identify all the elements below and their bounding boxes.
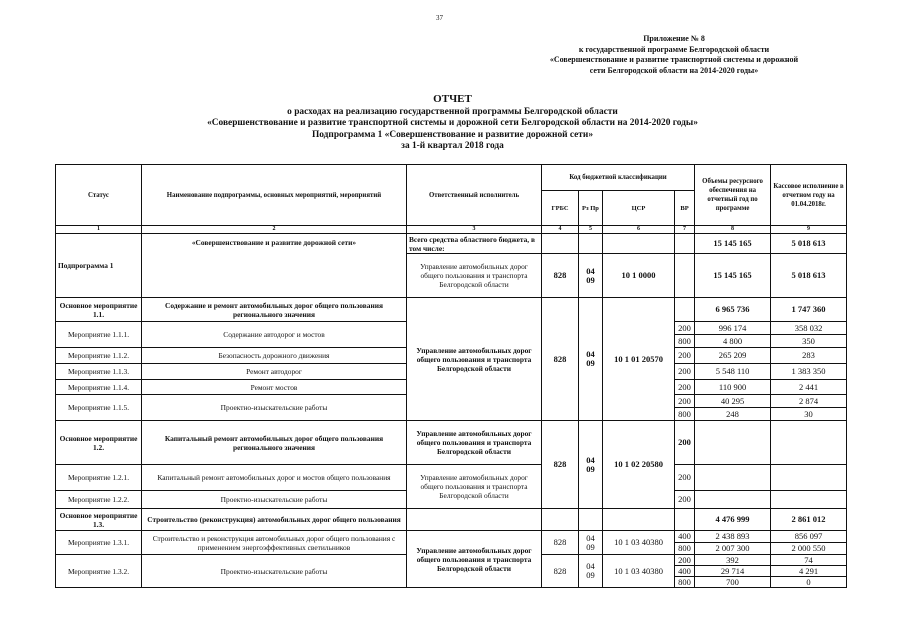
volume-cell: 700: [695, 577, 771, 588]
report-title: [60, 94, 845, 153]
volume-cell: 29 714: [695, 566, 771, 577]
status-cell: Мероприятие 1.1.4.: [56, 380, 142, 395]
vr-cell: [675, 234, 695, 254]
volume-cell: [695, 465, 771, 491]
rzpr-cell: 04 09: [579, 421, 603, 509]
executor-cell: Управление автомобильных дорог общего пользования и транспорта Белгородской области: [407, 531, 542, 588]
name-cell: Ремонт автодорог: [142, 364, 407, 380]
csr-cell: 10 1 0000: [603, 254, 675, 298]
vr-cell: 400: [675, 566, 695, 577]
name-cell: «Совершенствование и развитие дорожной сети»: [142, 234, 407, 298]
csr-cell: [603, 509, 675, 531]
table-row: [56, 298, 847, 322]
col-index: 7: [675, 226, 695, 234]
table-row: [56, 234, 847, 254]
executor-cell: [407, 509, 542, 531]
col-index: 6: [603, 226, 675, 234]
vr-cell: 800: [675, 335, 695, 348]
cash-cell: [771, 465, 847, 491]
vr-cell: 400: [675, 531, 695, 543]
executor-cell: Управление автомобильных дорог общего пользования и транспорта Белгородской области: [407, 465, 542, 509]
rzpr-cell: 04 09: [579, 254, 603, 298]
appendix-line: к государственной программе Белгородской области: [578, 44, 770, 54]
volume-cell: [695, 491, 771, 509]
grbs-cell: 828: [542, 421, 579, 509]
col-index: 8: [695, 226, 771, 234]
status-cell: Основное мероприятие 1.2.: [56, 421, 142, 465]
status-cell: Мероприятие 1.1.2.: [56, 348, 142, 364]
status-cell: Основное мероприятие 1.1.: [56, 298, 142, 322]
vr-cell: 200: [675, 380, 695, 395]
header-code-group: Код бюджетной классификации: [542, 165, 695, 191]
vr-cell: 200: [675, 421, 695, 465]
csr-cell: 10 1 03 40380: [603, 531, 675, 555]
header-rzpr: Рз Пр: [579, 191, 603, 226]
volume-cell: 2 007 300: [695, 543, 771, 555]
table-row: [56, 421, 847, 465]
rzpr-cell: 04 09: [579, 298, 603, 421]
vr-cell: 200: [675, 491, 695, 509]
vr-cell: [675, 298, 695, 322]
name-cell: Капитальный ремонт автомобильных дорог общего пользования регионального значения: [142, 421, 407, 465]
csr-cell: 10 1 01 20570: [603, 298, 675, 421]
name-cell: Проектно-изыскательские работы: [142, 395, 407, 421]
volume-cell: 392: [695, 555, 771, 566]
col-index: 1: [56, 226, 142, 234]
name-cell: Содержание и ремонт автомобильных дорог общего пользования регионального значения: [142, 298, 407, 322]
status-cell: Мероприятие 1.3.1.: [56, 531, 142, 555]
appendix-line: «Совершенствование и развитие транспортной системы и дорожной: [549, 55, 799, 64]
title-line: за 1-й квартал 2018 года: [401, 141, 504, 151]
vr-cell: [675, 254, 695, 298]
grbs-cell: 828: [542, 254, 579, 298]
expense-report-table: [55, 164, 847, 588]
name-cell: Безопасность дорожного движения: [142, 348, 407, 364]
col-index: 9: [771, 226, 847, 234]
volume-cell: 110 900: [695, 380, 771, 395]
column-index-row: [56, 226, 847, 234]
cash-cell: 1 383 350: [771, 364, 847, 380]
grbs-cell: [542, 509, 579, 531]
title-line: о расходах на реализацию государственной программы Белгородской области: [287, 106, 618, 117]
volume-cell: 996 174: [695, 322, 771, 335]
cash-cell: 358 032: [771, 322, 847, 335]
header-status: Статус: [56, 165, 142, 226]
rzpr-cell: [579, 234, 603, 254]
status-cell: Подпрограмма 1: [56, 234, 142, 298]
cash-cell: 30: [771, 408, 847, 421]
name-cell: Проектно-изыскательские работы: [142, 491, 407, 509]
table-row: [56, 465, 847, 491]
page-number: 37: [436, 14, 443, 22]
status-cell: Мероприятие 1.3.2.: [56, 555, 142, 588]
volume-cell: 265 209: [695, 348, 771, 364]
col-index: 5: [579, 226, 603, 234]
name-cell: Строительство и реконструкция автомобильных дорог общего пользования с применением энергоэффективных светильников: [142, 531, 407, 555]
grbs-cell: 828: [542, 555, 579, 588]
header-row: [56, 165, 847, 191]
volume-cell: 248: [695, 408, 771, 421]
volume-cell: 40 295: [695, 395, 771, 408]
volume-cell: 15 145 165: [695, 234, 771, 254]
volume-cell: 5 548 110: [695, 364, 771, 380]
cash-cell: 0: [771, 577, 847, 588]
cash-cell: 350: [771, 335, 847, 348]
volume-cell: 4 800: [695, 335, 771, 348]
header-vr: ВР: [675, 191, 695, 226]
header-cash: Кассовое исполнение в отчетном году на 01.04.2018г.: [771, 165, 847, 226]
table-row: [56, 509, 847, 531]
vr-cell: 200: [675, 395, 695, 408]
cash-cell: 2 874: [771, 395, 847, 408]
status-cell: Мероприятие 1.1.3.: [56, 364, 142, 380]
rzpr-cell: 04 09: [579, 555, 603, 588]
table-row: [56, 531, 847, 543]
cash-cell: 2 861 012: [771, 509, 847, 531]
header-volume: Объемы ресурсного обеспечения на отчетный год по программе: [695, 165, 771, 226]
rzpr-cell: [579, 509, 603, 531]
executor-cell: Управление автомобильных дорог общего пользования и транспорта Белгородской области: [407, 298, 542, 421]
status-cell: Основное мероприятие 1.3.: [56, 509, 142, 531]
volume-cell: 4 476 999: [695, 509, 771, 531]
col-index: 3: [407, 226, 542, 234]
cash-cell: 2 000 550: [771, 543, 847, 555]
appendix-line: сети Белгородской области на 2014-2020 годы»: [589, 65, 759, 75]
cash-cell: [771, 421, 847, 465]
csr-cell: 10 1 03 40380: [603, 555, 675, 588]
cash-cell: 74: [771, 555, 847, 566]
vr-cell: [675, 509, 695, 531]
grbs-cell: 828: [542, 298, 579, 421]
name-cell: Проектно-изыскательские работы: [142, 555, 407, 588]
header-csr: ЦСР: [603, 191, 675, 226]
executor-cell: Управление автомобильных дорог общего пользования и транспорта Белгородской области: [407, 421, 542, 465]
cash-cell: 5 018 613: [771, 254, 847, 298]
cash-cell: 4 291: [771, 566, 847, 577]
executor-cell: Управление автомобильных дорог общего пользования и транспорта Белгородской области: [407, 254, 542, 298]
vr-cell: 800: [675, 577, 695, 588]
csr-cell: [603, 234, 675, 254]
vr-cell: 200: [675, 555, 695, 566]
title-line: Подпрограмма 1 «Совершенствование и развитие дорожной сети»: [311, 129, 594, 140]
cash-cell: 5 018 613: [771, 234, 847, 254]
status-cell: Мероприятие 1.2.1.: [56, 465, 142, 491]
header-executor: Ответственный исполнитель: [407, 165, 542, 226]
header-name: Наименование подпрограммы, основных мероприятий, мероприятий: [142, 165, 407, 226]
col-index: 4: [542, 226, 579, 234]
vr-cell: 800: [675, 408, 695, 421]
vr-cell: 800: [675, 543, 695, 555]
status-cell: Мероприятие 1.1.5.: [56, 395, 142, 421]
name-cell: Капитальный ремонт автомобильных дорог и мостов общего пользования: [142, 465, 407, 491]
rzpr-cell: 04 09: [579, 531, 603, 555]
vr-cell: 200: [675, 322, 695, 335]
vr-cell: 200: [675, 364, 695, 380]
cash-cell: 856 097: [771, 531, 847, 543]
appendix-header: [509, 34, 839, 76]
title-line: «Совершенствование и развитие транспортной системы и дорожной сети Белгородской области на 2014-2020 годы»: [207, 118, 698, 128]
title-line: ОТЧЕТ: [433, 93, 472, 105]
cash-cell: [771, 491, 847, 509]
name-cell: Содержание автодорог и мостов: [142, 322, 407, 348]
volume-cell: [695, 421, 771, 465]
grbs-cell: [542, 234, 579, 254]
vr-cell: 200: [675, 465, 695, 491]
volume-cell: 15 145 165: [695, 254, 771, 298]
name-cell: Ремонт мостов: [142, 380, 407, 395]
csr-cell: 10 1 02 20580: [603, 421, 675, 509]
cash-cell: 1 747 360: [771, 298, 847, 322]
volume-cell: 6 965 736: [695, 298, 771, 322]
cash-cell: 283: [771, 348, 847, 364]
name-cell: Строительство (реконструкция) автомобильных дорог общего пользования: [142, 509, 407, 531]
status-cell: Мероприятие 1.1.1.: [56, 322, 142, 348]
col-index: 2: [142, 226, 407, 234]
grbs-cell: 828: [542, 531, 579, 555]
cash-cell: 2 441: [771, 380, 847, 395]
status-cell: Мероприятие 1.2.2.: [56, 491, 142, 509]
volume-cell: 2 438 893: [695, 531, 771, 543]
executor-cell: Всего средства областного бюджета, в том числе:: [407, 234, 542, 254]
header-grbs: ГРБС: [542, 191, 579, 226]
appendix-line: Приложение № 8: [643, 34, 705, 43]
vr-cell: 200: [675, 348, 695, 364]
